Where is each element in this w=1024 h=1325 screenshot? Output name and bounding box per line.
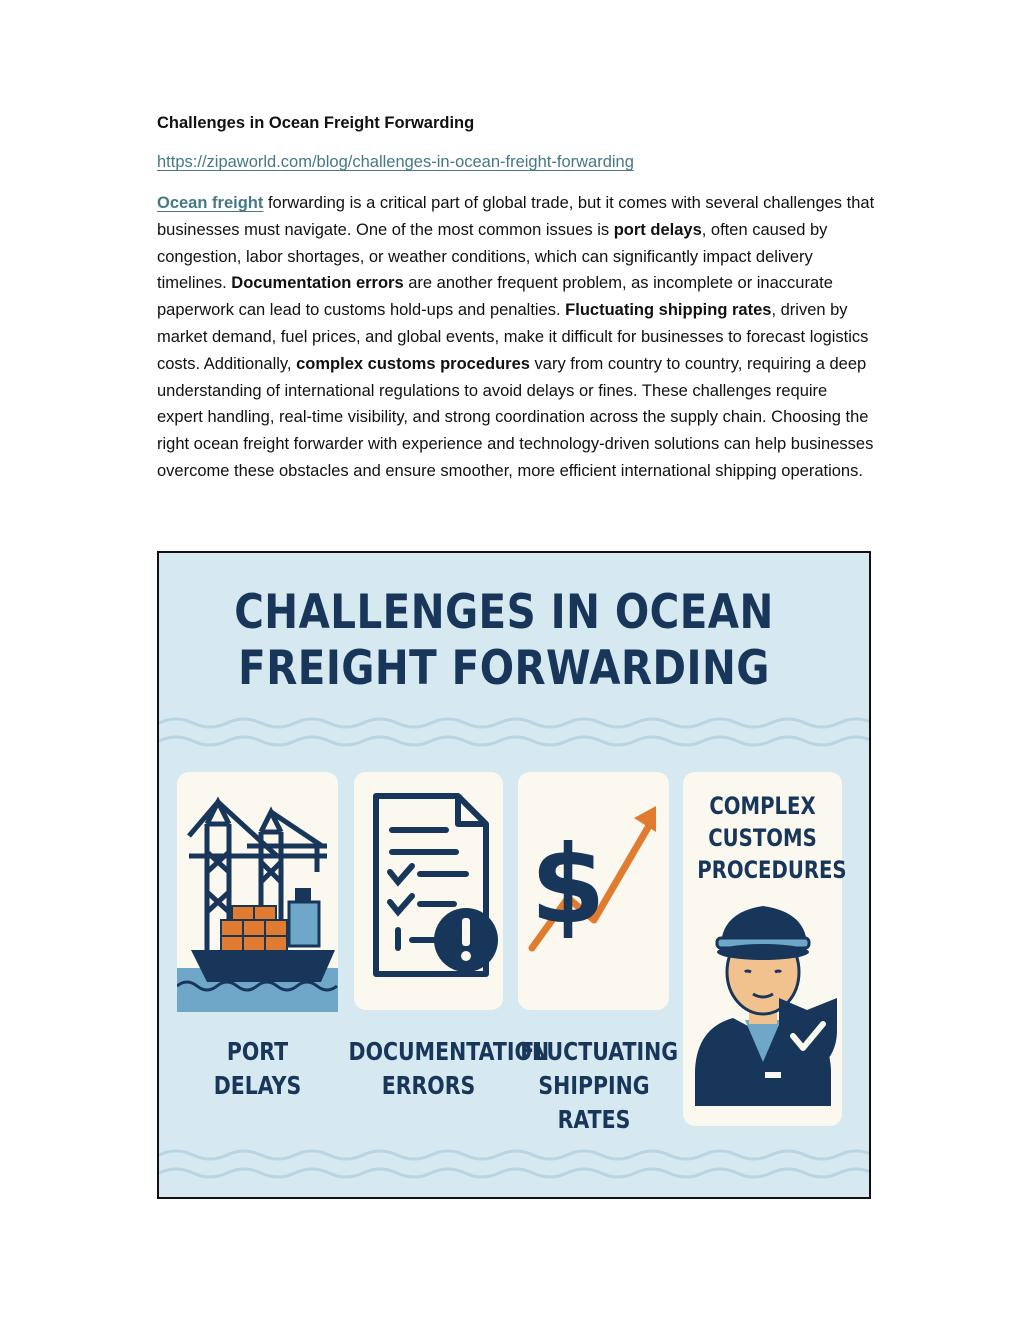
paragraph-text: vary from country to country, requiring a deep understanding of international regulations to avoid delays or fines. These challenges require expert handling, real-time visibility, and strong coordination across the supply chain. Choosing the right ocean freight forwarder with experience and technology-driven solutions can help businesses overcome these obstacles and ensure smoother, more efficient international shipping operations. <box>157 354 874 480</box>
dollar-trend-icon <box>518 772 669 1010</box>
card-label-fluctuating-shipping-rates <box>520 1035 679 1137</box>
infographic-title <box>207 585 800 697</box>
bold-phrase: complex customs procedures <box>296 354 530 373</box>
card-complex-customs-procedures <box>683 772 847 1126</box>
source-link[interactable]: https://zipaworld.com/blog/challenges-in-ocean-freight-forwarding <box>157 153 634 171</box>
body-paragraph <box>157 190 877 485</box>
card-label-line: SHIPPING <box>538 1071 650 1100</box>
wave-decoration <box>159 1145 869 1185</box>
document-title: Challenges in Ocean Freight Forwarding <box>157 114 475 132</box>
infographic-title-line: FREIGHT FORWARDING <box>238 641 770 696</box>
card-label-line: PORT <box>226 1037 289 1066</box>
customs-officer-icon <box>683 772 847 1126</box>
paragraph-text: are another frequent problem, as incomplete or inaccurate paperwork can lead to customs hold-ups and penalties. <box>157 274 833 320</box>
card-label-line: FLUCTUATING <box>520 1037 679 1066</box>
infographic-image <box>157 551 871 1199</box>
wave-decoration <box>159 713 869 753</box>
card-label-line: CUSTOMS <box>708 824 817 852</box>
card-label-line: DOCUMENTATION <box>348 1037 550 1066</box>
paragraph-text: forwarding is a critical part of global trade, but it comes with several challenges that businesses must navigate. One of the most common issues is <box>157 194 875 239</box>
card-label-line: PROCEDURES <box>697 856 847 884</box>
card-label-port-delays <box>191 1035 323 1103</box>
card-port-delays <box>177 772 338 1012</box>
document-warning-icon <box>354 772 503 1010</box>
bold-phrase: Fluctuating shipping rates <box>565 301 772 320</box>
inline-link-ocean-freight[interactable]: Ocean freight <box>157 194 264 212</box>
card-label-line: COMPLEX <box>709 792 816 820</box>
svg-text:$: $ <box>530 823 606 948</box>
card-label-line: RATES <box>557 1105 631 1134</box>
card-documentation-errors <box>354 772 503 1010</box>
card-fluctuating-shipping-rates <box>518 772 669 1010</box>
paragraph-text: , driven by market demand, fuel prices, and global events, make it difficult for businesses to forecast logistics costs. Additionally, <box>157 301 869 373</box>
paragraph-text: , often caused by congestion, labor shortages, or weather conditions, which can significantly impact delivery timelines. <box>157 220 828 293</box>
card-label-line: ERRORS <box>381 1071 476 1100</box>
bold-phrase: port delays <box>613 220 702 239</box>
bold-phrase: Documentation errors <box>231 274 404 293</box>
infographic-title-line: CHALLENGES IN OCEAN <box>234 585 774 640</box>
card-label-line: DELAYS <box>213 1071 302 1100</box>
card-label-documentation-errors <box>348 1035 550 1103</box>
cargo-ship-crane-icon <box>177 772 338 1012</box>
